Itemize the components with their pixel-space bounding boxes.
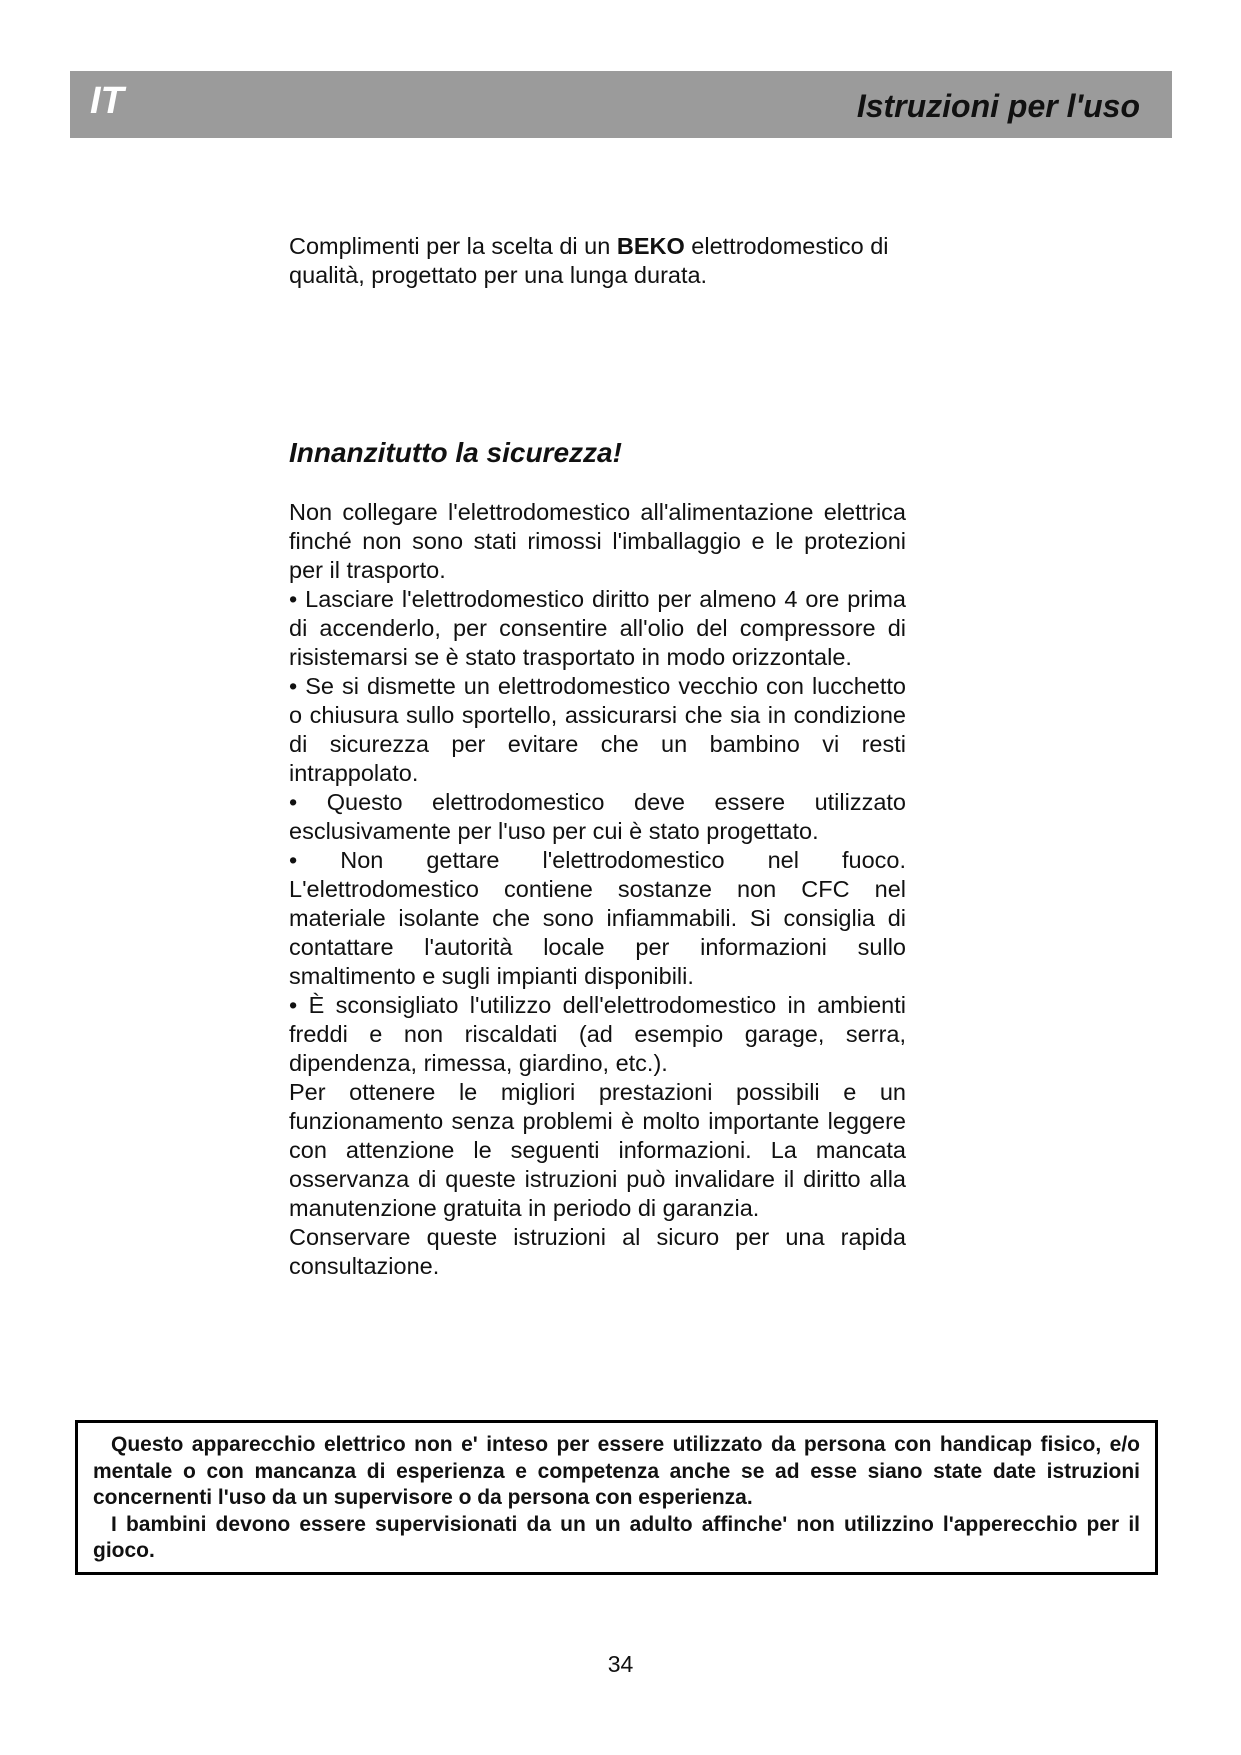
brand-name: BEKO	[616, 233, 685, 259]
safety-section	[289, 498, 906, 1281]
page-number: 34	[607, 1651, 634, 1677]
safety-paragraph: Conservare queste istruzioni al sicuro per una rapida consultazione.	[289, 1224, 906, 1279]
intro-text-end: elettrodomestico di qualità, progettato per una lunga durata.	[289, 233, 889, 288]
document-title: Istruzioni per l'uso	[856, 88, 1140, 124]
intro-paragraph	[289, 232, 906, 290]
intro-text-start: Complimenti per la scelta di un	[289, 233, 617, 259]
warning-paragraph: I bambini devono essere supervisionati da un un adulto affinche' non utilizzino l'apperecchio per il gioco.	[93, 1512, 1140, 1562]
safety-heading: Innanzitutto la sicurezza!	[289, 437, 622, 468]
safety-bullet: • Questo elettrodomestico deve essere utilizzato esclusivamente per l'uso per cui è stato progettato.	[289, 789, 906, 844]
header-bar	[70, 71, 1172, 138]
safety-bullet: • Se si dismette un elettrodomestico vecchio con lucchetto o chiusura sullo sportello, assicurarsi che sia in condizione di sicurezza per evitare che un bambino vi resti intrappolato.	[289, 673, 906, 786]
safety-bullet: • Lasciare l'elettrodomestico diritto per almeno 4 ore prima di accenderlo, per consentire all'olio del compressore di risistemarsi se è stato trasportato in modo orizzontale.	[289, 586, 906, 670]
safety-paragraph: Per ottenere le migliori prestazioni possibili e un funzionamento senza problemi è molto importante leggere con attenzione le seguenti informazioni. La mancata osservanza di queste istruzioni può invalidare il diritto alla manutenzione gratuita in periodo di garanzia.	[289, 1079, 906, 1221]
warning-box	[75, 1420, 1158, 1575]
safety-bullet: • È sconsigliato l'utilizzo dell'elettrodomestico in ambienti freddi e non riscaldati (ad esempio garage, serra, dipendenza, rimessa, giardino, etc.).	[289, 992, 906, 1076]
safety-bullet: • Non gettare l'elettrodomestico nel fuoco. L'elettrodomestico contiene sostanze non CFC nel materiale isolante che sono infiammabili. Si consiglia di contattare l'autorità locale per informazioni sullo smaltimento e sugli impianti disponibili.	[289, 847, 906, 989]
language-code: IT	[90, 80, 124, 122]
intro-text	[289, 232, 906, 290]
safety-paragraph: Non collegare l'elettrodomestico all'alimentazione elettrica finché non sono stati rimossi l'imballaggio e le protezioni per il trasporto.	[289, 499, 906, 583]
warning-paragraph: Questo apparecchio elettrico non e' inteso per essere utilizzato da persona con handicap fisico, e/o mentale o con mancanza di esperienza e competenza anche se ad esse siano state date istruzioni concernenti l'uso da un supervisore o da persona con esperienza.	[93, 1433, 1140, 1509]
